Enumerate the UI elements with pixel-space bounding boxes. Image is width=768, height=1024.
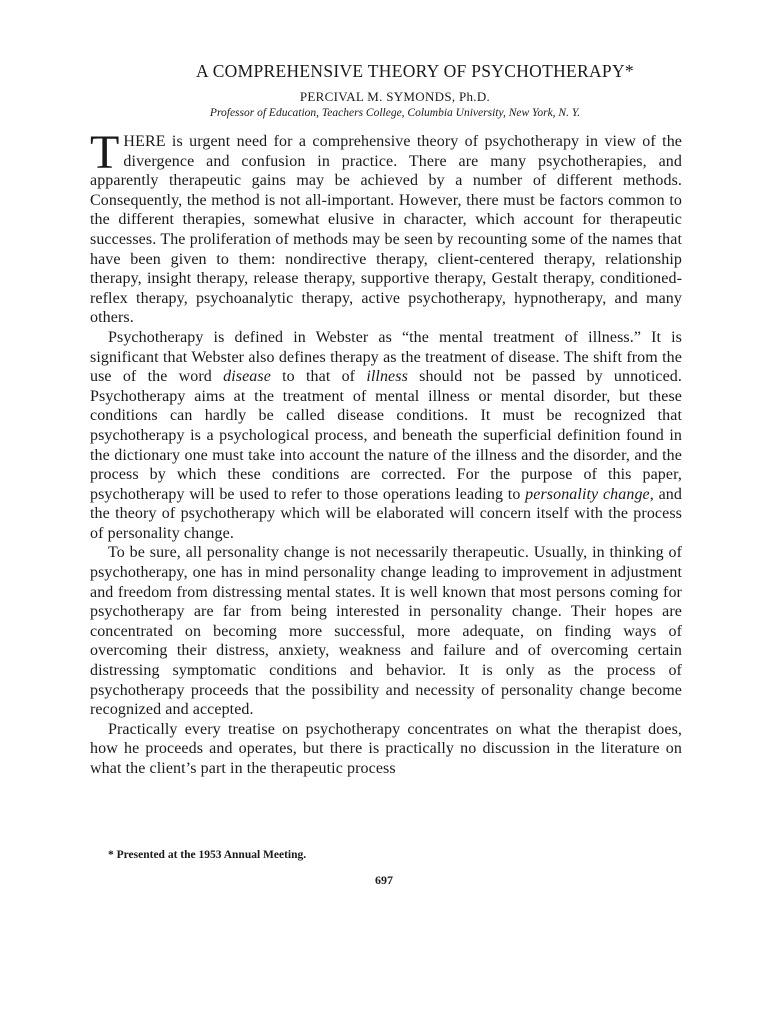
emphasis-personality-change: personality change, (525, 485, 654, 503)
page-number: 697 (375, 873, 393, 887)
paragraph-4: Practically every treatise on psychotherapy concentrates on what the therapist does, how he proceeds and operates, but there is practically no discussion in the literature on what the client’s part in the therapeutic process (90, 720, 682, 777)
article-body (90, 126, 683, 779)
paragraph-1-text: HERE is urgent need for a comprehensive theory of psychotherapy in view of the divergence and confusion in practice. There are many psychotherapies, and apparently therapeutic gains may be achieved by a number of different methods. Consequently, the method is not all-important. However, there must be factors common to the different therapies, somewhat elusive in character, which account for therapeutic successes. The proliferation of methods may be seen by recounting some of the names that have been given to them: nondirective therapy, client-centered therapy, relationship therapy, insight therapy, release therapy, supportive therapy, Gestalt therapy, conditioned-reflex therapy, psychoanalytic therapy, active psychotherapy, hypnotherapy, and many others. (90, 133, 682, 327)
paragraph-2-text-b: to that of (270, 368, 367, 386)
drop-cap: T (90, 126, 120, 179)
emphasis-disease: disease (223, 368, 271, 386)
paragraph-2 (90, 328, 682, 544)
article-title: A COMPREHENSIVE THEORY OF PSYCHOTHERAPY* (196, 61, 634, 81)
author-affiliation: Professor of Education, Teachers College, Columbia University, New York, N. Y. (209, 107, 581, 119)
paragraph-1 (90, 126, 682, 328)
emphasis-illness: illness (366, 368, 408, 386)
paragraph-2-text-c: should not be passed by unnoticed. Psychotherapy aims at the treatment of mental illness or mental disorder, but these conditions can hardly be called disease conditions. It must be recognized that psychotherapy is a psychological process, and beneath the superficial definition found in the dictionary one must take into account the nature of the illness and the disorder, and the process by which these conditions are corrected. For the purpose of this paper, psychotherapy will be used to refer to those operations leading to (90, 368, 683, 503)
author-name: PERCIVAL M. SYMONDS, Ph.D. (299, 89, 491, 104)
paragraph-2-text-d: and the theory of psychotherapy which will be elaborated will concern itself with the process of personality change. (90, 485, 682, 542)
paragraph-3: To be sure, all personality change is not necessarily therapeutic. Usually, in thinking of psychotherapy, one has in mind personality change leading to improvement in adjustment and freedom from distressing mental states. It is well known that most persons coming for psychotherapy are far from being interested in personality change. Their hopes are concentrated on becoming more successful, more adequate, on finding ways of overcoming their distress, anxiety, weakness and failure and of overcoming certain distressing symptomatic conditions and behavior. It is only as the process of psychotherapy proceeds that the possibility and necessity of personality change become recognized and accepted. (90, 544, 682, 719)
footnote: * Presented at the 1953 Annual Meeting. (108, 849, 307, 861)
paragraph-2-text-a: Psychotherapy is defined in Webster as “the mental treatment of illness.” It is significant that Webster also defines therapy as the treatment of disease. The shift from the use of the word (90, 328, 682, 386)
